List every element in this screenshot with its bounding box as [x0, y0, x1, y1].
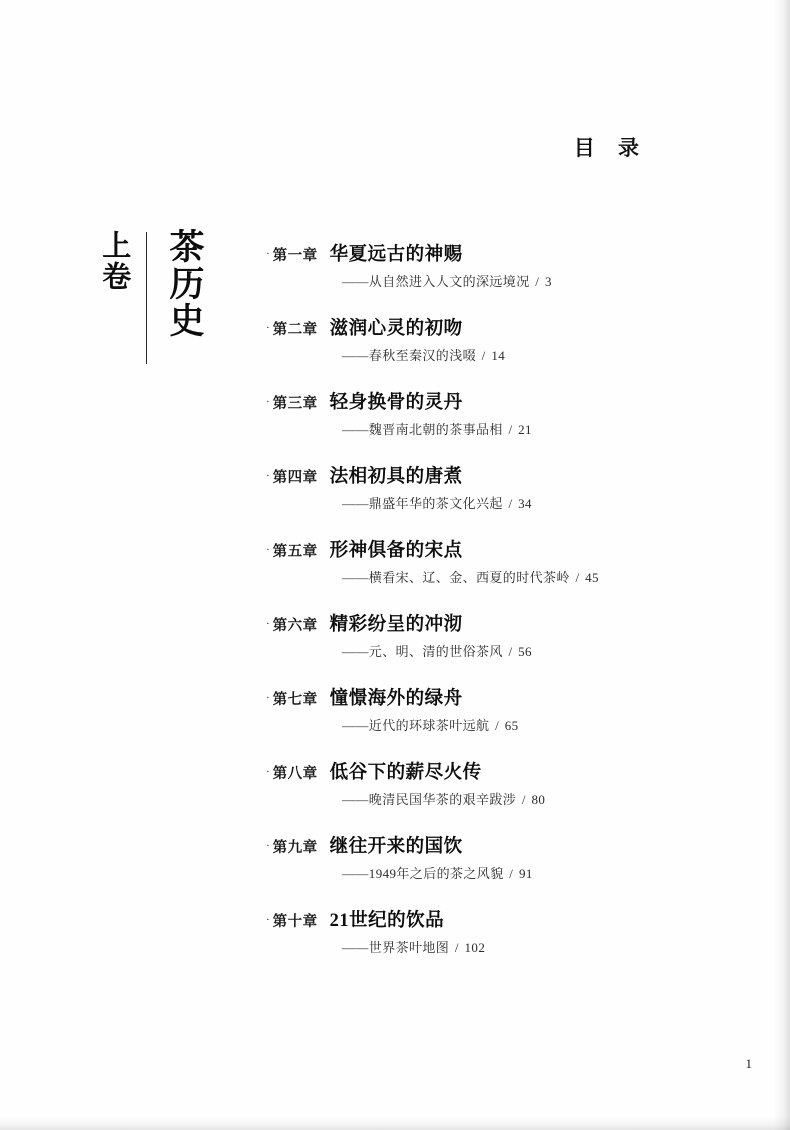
volume-divider — [146, 232, 147, 364]
chapter-number: 第九章 — [272, 840, 318, 856]
toc-entry[interactable] — [266, 388, 736, 438]
chapter-number: 第四章 — [272, 470, 318, 486]
entry-separator: / — [481, 348, 486, 363]
toc-entry[interactable] — [266, 758, 736, 808]
chapter-subtitle: ——晚清民国华茶的艰辛跋涉 — [342, 792, 517, 807]
chapter-title: 法相初具的唐煮 — [329, 467, 463, 487]
table-of-contents — [266, 240, 736, 980]
chapter-number: 第五章 — [272, 544, 318, 560]
toc-entry[interactable] — [266, 906, 736, 956]
bullet-icon: · — [266, 248, 270, 260]
toc-entry[interactable] — [266, 684, 736, 734]
chapter-page-number: 3 — [544, 274, 552, 289]
chapter-title: 憧憬海外的绿舟 — [329, 689, 463, 709]
chapter-subtitle: ——魏晋南北朝的茶事品相 — [342, 422, 503, 437]
chapter-title: 滋润心灵的初吻 — [329, 319, 463, 339]
chapter-number: 第八章 — [272, 766, 318, 782]
entry-separator: / — [508, 422, 513, 437]
chapter-subtitle: ——近代的环球茶叶远航 — [342, 718, 490, 733]
bullet-icon: · — [266, 322, 270, 334]
chapter-title: 继往开来的国饮 — [329, 837, 463, 857]
bullet-icon: · — [266, 618, 270, 630]
toc-entry[interactable] — [266, 610, 736, 660]
chapter-page-number: 45 — [585, 570, 599, 585]
chapter-subtitle: ——元、明、清的世俗茶风 — [342, 644, 503, 659]
page-title: 目 录 — [573, 136, 648, 160]
chapter-subtitle: ——春秋至秦汉的浅啜 — [342, 348, 477, 363]
chapter-number: 第十章 — [272, 914, 318, 930]
chapter-title: 轻身换骨的灵丹 — [329, 393, 463, 413]
entry-separator: / — [454, 940, 459, 955]
entry-separator: / — [521, 792, 526, 807]
chapter-title: 21世纪的饮品 — [329, 911, 445, 931]
entry-separator: / — [535, 274, 540, 289]
page-folio: 1 — [745, 1056, 752, 1071]
chapter-number: 第七章 — [272, 692, 318, 708]
chapter-subtitle: ——横看宋、辽、金、西夏的时代茶岭 — [342, 570, 570, 585]
chapter-number: 第六章 — [272, 618, 318, 634]
volume-label — [96, 228, 206, 368]
volume-main-title: 茶历史 — [165, 228, 205, 339]
toc-entry[interactable] — [266, 536, 736, 586]
bullet-icon: · — [266, 544, 270, 556]
chapter-page-number: 34 — [518, 496, 532, 511]
chapter-subtitle: ——1949年之后的茶之风貌 — [342, 866, 504, 881]
entry-separator: / — [495, 718, 500, 733]
chapter-page-number: 56 — [518, 644, 532, 659]
bullet-icon: · — [266, 914, 270, 926]
bullet-icon: · — [266, 766, 270, 778]
chapter-page-number: 102 — [464, 940, 486, 955]
chapter-number: 第三章 — [272, 396, 318, 412]
entry-separator: / — [508, 496, 513, 511]
page-bottom-shadow — [0, 1116, 790, 1130]
entry-separator: / — [508, 644, 513, 659]
chapter-page-number: 65 — [504, 718, 519, 733]
volume-subtitle: 上卷 — [98, 230, 131, 292]
entry-separator: / — [509, 866, 514, 881]
chapter-number: 第一章 — [272, 248, 318, 264]
chapter-title: 华夏远古的神赐 — [329, 245, 463, 265]
chapter-title: 精彩纷呈的冲沏 — [329, 615, 463, 635]
toc-entry[interactable] — [266, 462, 736, 512]
chapter-title: 低谷下的薪尽火传 — [329, 763, 482, 783]
chapter-subtitle: ——鼎盛年华的茶文化兴起 — [342, 496, 503, 511]
chapter-page-number: 80 — [531, 792, 546, 807]
chapter-page-number: 14 — [491, 348, 506, 363]
entry-separator: / — [575, 570, 580, 585]
bullet-icon: · — [266, 692, 270, 704]
bullet-icon: · — [266, 396, 270, 408]
toc-entry[interactable] — [266, 314, 736, 364]
toc-entry[interactable] — [266, 240, 736, 290]
chapter-title: 形神俱备的宋点 — [329, 541, 463, 561]
toc-entry[interactable] — [266, 832, 736, 882]
chapter-subtitle: ——从自然进入人文的深远境况 — [342, 274, 530, 289]
bullet-icon: · — [266, 470, 270, 482]
chapter-subtitle: ——世界茶叶地图 — [342, 940, 450, 955]
bullet-icon: · — [266, 840, 270, 852]
chapter-number: 第二章 — [272, 322, 318, 338]
chapter-page-number: 91 — [518, 866, 533, 881]
page-edge-shadow — [774, 0, 790, 1130]
chapter-page-number: 21 — [518, 422, 532, 437]
